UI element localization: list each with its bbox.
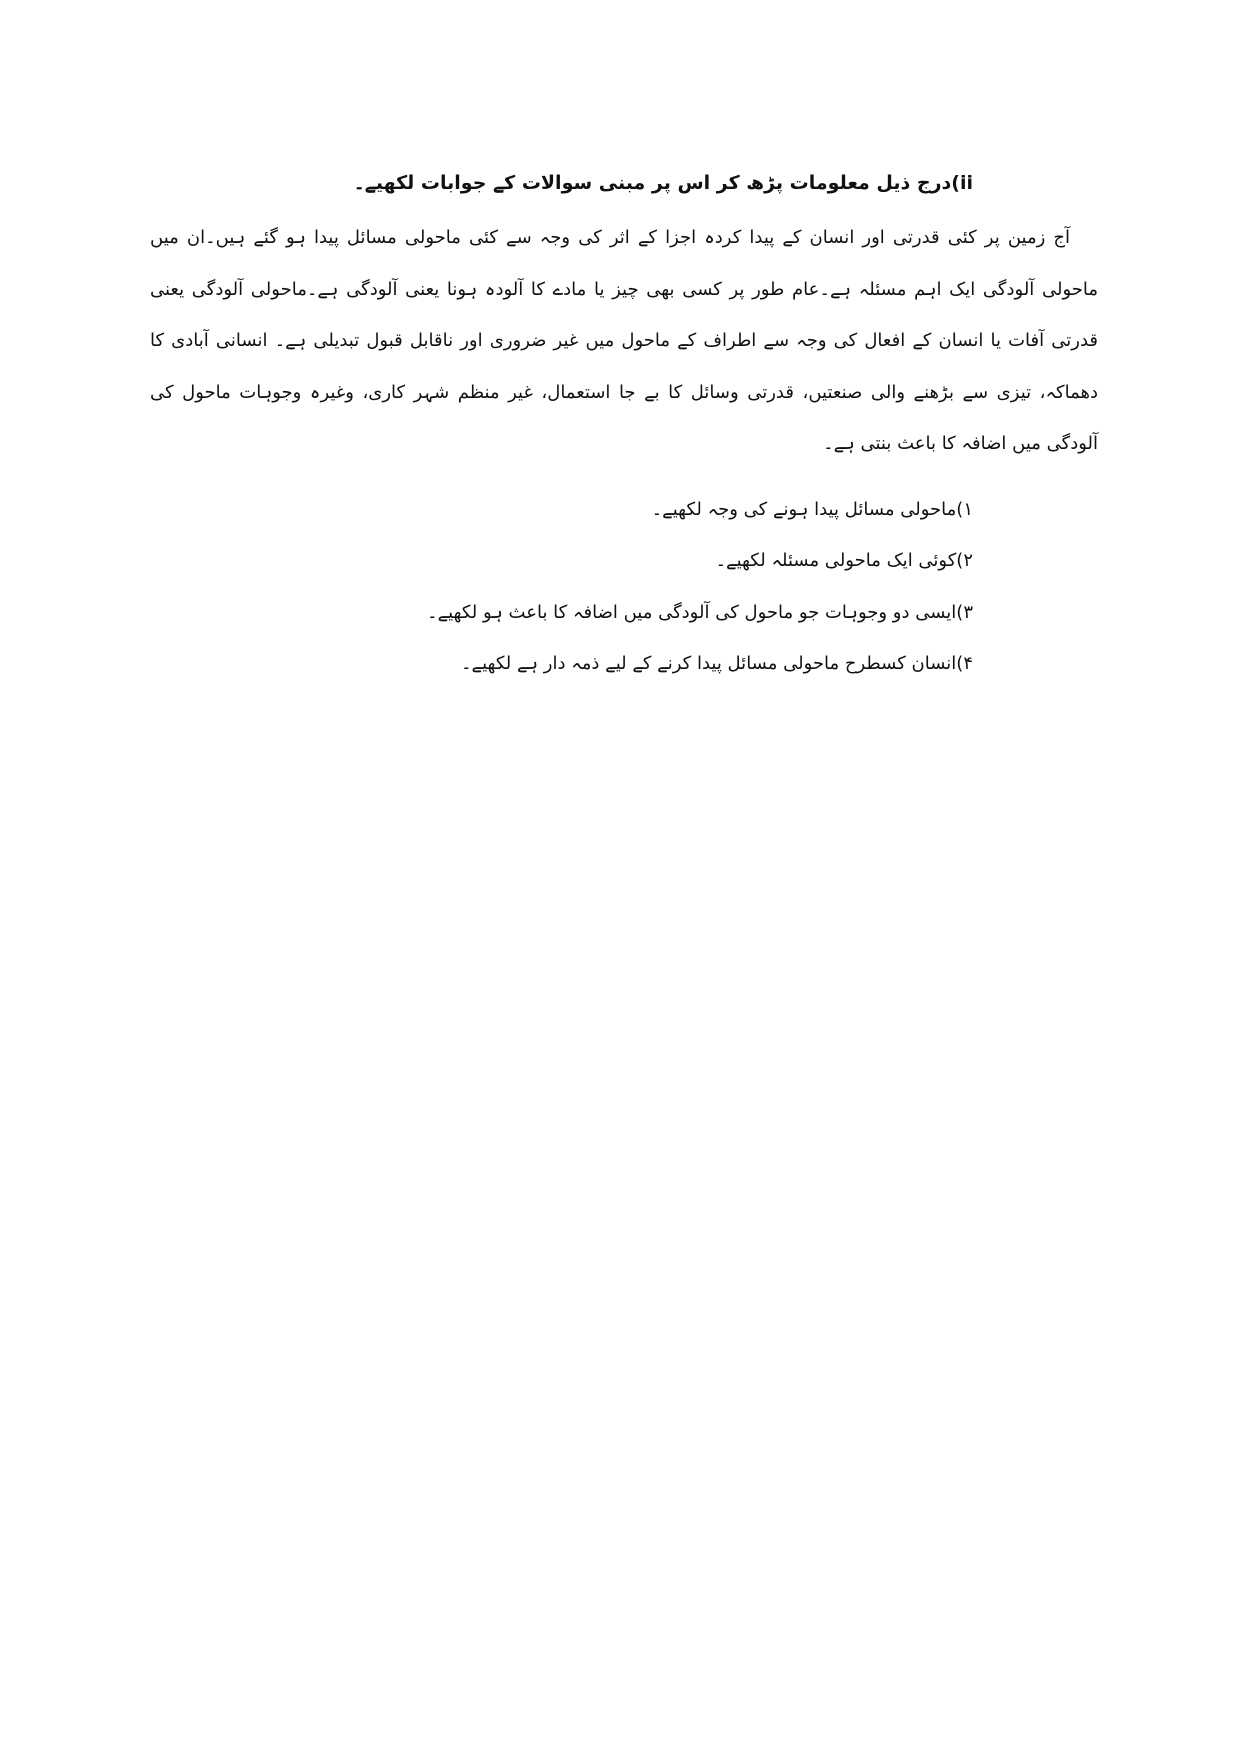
question-item: ۴)انسان کسطرح ماحولی مسائل پیدا کرنے کے لیے ذمہ دار ہے لکھیے۔ [461, 653, 973, 674]
question-item: ۳)ایسی دو وجوہات جو ماحول کی آلودگی میں اضافہ کا باعث ہو لکھیے۔ [427, 601, 973, 623]
question-list [150, 484, 973, 690]
document-content [150, 168, 1098, 690]
question-item: ۲)کوئی ایک ماحولی مسئلہ لکھیے۔ [715, 550, 973, 571]
section-heading: ii)درج ذیل معلومات پڑھ کر اس پر مبنی سوالات کے جوابات لکھیے۔ [353, 172, 973, 194]
passage-paragraph: آج زمین پر کئی قدرتی اور انسان کے پیدا کردہ اجزا کے اثر کی وجہ سے کئی ماحولی مسائل پیدا ہو گئے ہیں۔ان میں ماحولی آلودگی ایک اہم مسئلہ ہے۔عام طور پر کسی بھی چیز یا مادے کا آلودہ ہونا یعنی آلودگی ہے۔ماحولی آلودگی یعنی قدرتی آفات یا انسان کے افعال کی وجہ سے اطراف کے ماحول میں غیر ضروری اور ناقابل قبول تبدیلی ہے۔ انسانی آبادی کا دھماکہ، تیزی سے بڑھنے والی صنعتیں، قدرتی وسائل کا بے جا استعمال، غیر منظم شہر کاری، وغیرہ وجوہات ماحول کی آلودگی میں اضافہ کا باعث بنتی ہے۔ [150, 227, 1098, 454]
question-item: ۱)ماحولی مسائل پیدا ہونے کی وجہ لکھیے۔ [651, 498, 973, 520]
